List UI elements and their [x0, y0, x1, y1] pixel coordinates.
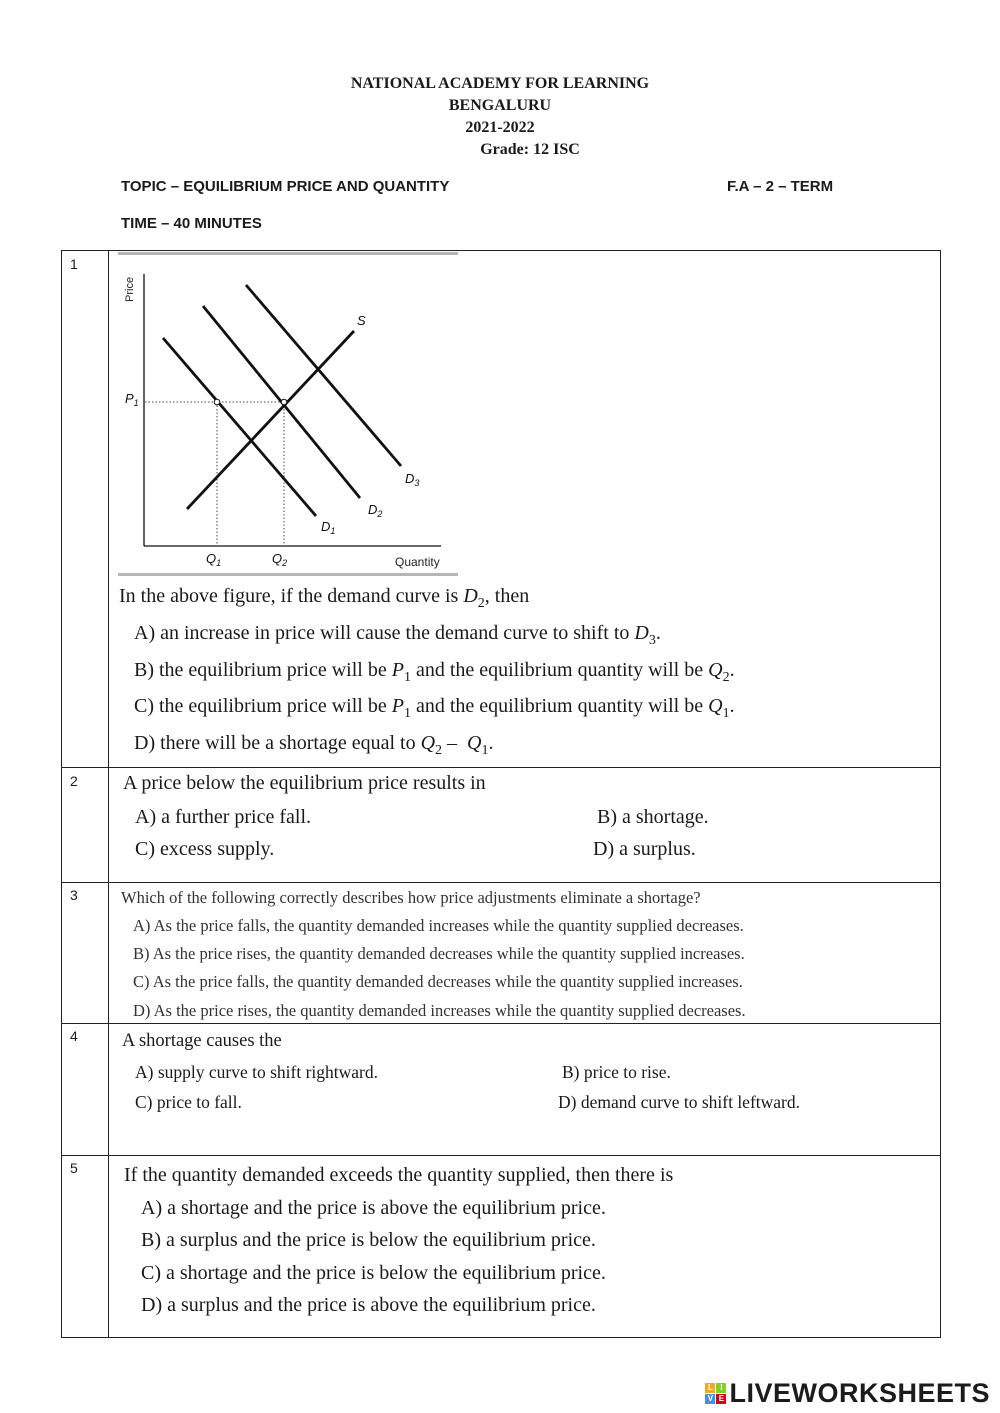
mark-letter-l: L	[705, 1383, 715, 1393]
equilibrium-point-1	[214, 399, 220, 405]
question-5-option-b[interactable]: B) a surplus and the price is below the equilibrium price.	[141, 1229, 596, 1251]
question-1-option-d[interactable]: D) there will be a shortage equal to $Q_2 - Q_1$.	[134, 732, 494, 758]
question-3-option-b[interactable]: B) As the price rises, the quantity demanded decreases while the quantity supplied increases.	[133, 944, 745, 963]
question-1-option-c[interactable]: C) the equilibrium price will be $P_1$ and the equilibrium quantity will be $Q_1$.	[134, 695, 735, 721]
topic-label: TOPIC – EQUILIBRIUM PRICE AND QUANTITY	[121, 178, 450, 195]
table-left-border	[61, 250, 62, 1338]
mark-letter-v: V	[705, 1394, 715, 1404]
question-4-stem: A shortage causes the	[122, 1031, 282, 1051]
time-label: TIME – 40 MINUTES	[121, 215, 262, 232]
d1-label: $D_1$	[321, 519, 336, 536]
question-number-1: 1	[70, 256, 78, 272]
question-number-4: 4	[70, 1028, 78, 1044]
question-4-option-b[interactable]: B) price to rise.	[562, 1062, 671, 1082]
question-4-option-c[interactable]: C) price to fall.	[135, 1092, 242, 1112]
q1-label: $Q_1$	[206, 551, 222, 568]
x-axis-label: Quantity	[395, 555, 440, 569]
question-1-option-b[interactable]: B) the equilibrium price will be $P_1$ and the equilibrium quantity will be $Q_2$.	[134, 659, 735, 685]
table-bottom-border	[61, 1337, 941, 1338]
question-1-stem: In the above figure, if the demand curve is $D_2$, then	[119, 585, 530, 611]
mark-letter-e: E	[716, 1394, 726, 1404]
question-5-option-d[interactable]: D) a surplus and the price is above the equilibrium price.	[141, 1294, 596, 1316]
question-5-option-c[interactable]: C) a shortage and the price is below the equilibrium price.	[141, 1262, 606, 1284]
question-2-option-b[interactable]: B) a shortage.	[597, 806, 709, 828]
question-number-3: 3	[70, 887, 78, 903]
row-divider-2	[61, 882, 941, 883]
question-4-option-d[interactable]: D) demand curve to shift leftward.	[558, 1092, 801, 1112]
supply-curve	[187, 331, 354, 509]
q2-label: $Q_2$	[272, 551, 288, 568]
academic-year: 2021-2022	[465, 119, 535, 136]
demand-curve-d1	[163, 338, 316, 516]
question-2-option-c[interactable]: C) excess supply.	[135, 838, 275, 860]
equilibrium-point-2	[281, 399, 287, 405]
mark-letter-i: I	[716, 1383, 726, 1393]
supply-label: S	[357, 313, 366, 328]
d3-label: $D_3$	[405, 471, 420, 488]
table-number-column-border	[108, 250, 109, 1338]
graph-bottom-bar	[118, 573, 458, 576]
question-3-option-d[interactable]: D) As the price rises, the quantity demanded increases while the quantity supplied decreases.	[133, 1001, 746, 1020]
question-3-option-a[interactable]: A) As the price falls, the quantity demanded increases while the quantity supplied decreases.	[133, 916, 744, 935]
question-number-5: 5	[70, 1160, 78, 1176]
table-top-border	[61, 250, 941, 251]
question-3-option-c[interactable]: C) As the price falls, the quantity demanded decreases while the quantity supplied increases.	[133, 972, 743, 991]
question-5-stem: If the quantity demanded exceeds the quantity supplied, then there is	[124, 1164, 674, 1186]
demand-curve-d3	[246, 285, 401, 466]
school-city: BENGALURU	[448, 97, 552, 114]
liveworksheets-mark-icon	[705, 1383, 726, 1404]
graph-top-bar	[118, 252, 458, 255]
question-2-stem: A price below the equilibrium price results in	[123, 772, 486, 794]
question-3-stem: Which of the following correctly describes how price adjustments eliminate a shortage?	[121, 888, 701, 907]
liveworksheets-logo[interactable]	[705, 1378, 990, 1408]
question-4-option-a[interactable]: A) supply curve to shift rightward.	[135, 1062, 379, 1082]
question-5-option-a[interactable]: A) a shortage and the price is above the equilibrium price.	[141, 1197, 606, 1219]
term-label: F.A – 2 – TERM	[727, 178, 834, 195]
school-name: NATIONAL ACADEMY FOR LEARNING	[350, 75, 650, 92]
table-right-border	[940, 250, 941, 1338]
question-1-option-a[interactable]: A) an increase in price will cause the demand curve to shift to $D_3$.	[134, 622, 661, 648]
liveworksheets-wordmark: LIVEWORKSHEETS	[729, 1377, 990, 1408]
row-divider-1	[61, 767, 941, 768]
row-divider-3	[61, 1023, 941, 1024]
question-2-option-d[interactable]: D) a surplus.	[593, 838, 696, 860]
question-2-option-a[interactable]: A) a further price fall.	[135, 806, 312, 828]
d2-label: $D_2$	[368, 502, 383, 519]
supply-demand-graph	[116, 252, 461, 578]
price-p1-label: $P_1$	[125, 391, 139, 408]
question-number-2: 2	[70, 773, 78, 789]
y-axis-label: Price	[124, 276, 136, 302]
grade-label: Grade: 12 ISC	[480, 141, 580, 158]
row-divider-4	[61, 1155, 941, 1156]
